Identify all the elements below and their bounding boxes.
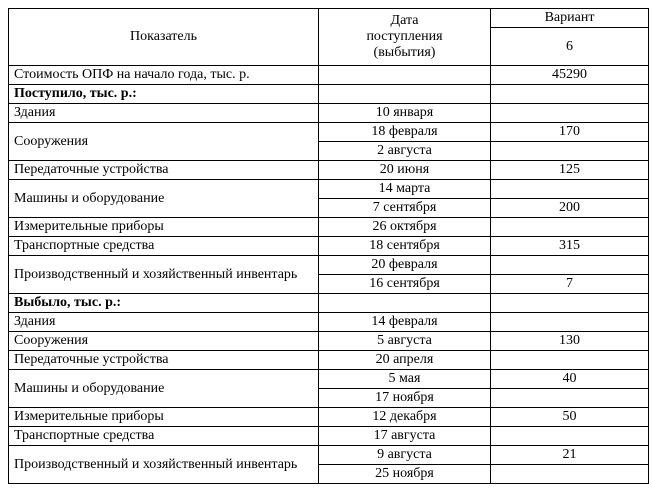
row-label: Здания	[9, 104, 319, 123]
row-value	[491, 313, 649, 332]
row-label: Передаточные устройства	[9, 161, 319, 180]
row-value: 45290	[491, 66, 649, 85]
row-label-line1: Производственный и хозяйственный	[14, 457, 233, 472]
row-date: 5 мая	[319, 370, 491, 389]
header-row	[9, 9, 649, 28]
row-label: Измерительные приборы	[9, 408, 319, 427]
section-header-disposed	[9, 294, 649, 313]
row-date: 17 ноября	[319, 389, 491, 408]
section-header-received	[9, 85, 649, 104]
header-date-line1: Дата	[390, 13, 419, 28]
row-date: 14 февраля	[319, 313, 491, 332]
header-variant: Вариант	[491, 9, 649, 28]
row-label	[9, 256, 319, 294]
row-value: 125	[491, 161, 649, 180]
header-indicator: Показатель	[9, 9, 319, 66]
section-title: Поступило, тыс. р.:	[9, 85, 319, 104]
row-value	[491, 389, 649, 408]
row-date: 20 апреля	[319, 351, 491, 370]
row-label: Стоимость ОПФ на начало года, тыс. р.	[9, 66, 319, 85]
row-label: Сооружения	[9, 332, 319, 351]
row-value: 7	[491, 275, 649, 294]
row-date: 18 февраля	[319, 123, 491, 142]
row-date: 5 августа	[319, 332, 491, 351]
table-row	[9, 370, 649, 389]
table-row	[9, 351, 649, 370]
row-value: 21	[491, 446, 649, 465]
header-variant-number: 6	[491, 28, 649, 66]
row-value: 130	[491, 332, 649, 351]
row-label: Транспортные средства	[9, 427, 319, 446]
row-date: 26 октября	[319, 218, 491, 237]
row-value	[491, 294, 649, 313]
row-label-line2: инвентарь	[236, 267, 298, 282]
table-row	[9, 313, 649, 332]
row-date: 20 июня	[319, 161, 491, 180]
row-date	[319, 85, 491, 104]
row-date	[319, 294, 491, 313]
row-value: 40	[491, 370, 649, 389]
header-date	[319, 9, 491, 66]
table-row	[9, 161, 649, 180]
row-label: Машины и оборудование	[9, 180, 319, 218]
row-value: 50	[491, 408, 649, 427]
table-row	[9, 256, 649, 275]
row-date: 9 августа	[319, 446, 491, 465]
table-row	[9, 427, 649, 446]
row-value	[491, 142, 649, 161]
row-value: 200	[491, 199, 649, 218]
row-value	[491, 180, 649, 199]
row-date: 18 сентября	[319, 237, 491, 256]
row-label: Измерительные приборы	[9, 218, 319, 237]
table-row	[9, 218, 649, 237]
row-value	[491, 427, 649, 446]
table-row	[9, 237, 649, 256]
row-label	[9, 446, 319, 484]
table-row	[9, 123, 649, 142]
table-row	[9, 104, 649, 123]
row-date: 7 сентября	[319, 199, 491, 218]
section-title: Выбыло, тыс. р.:	[9, 294, 319, 313]
table-row	[9, 408, 649, 427]
row-date: 16 сентября	[319, 275, 491, 294]
header-date-line2: поступления	[366, 29, 443, 44]
row-value: 170	[491, 123, 649, 142]
row-value	[491, 351, 649, 370]
row-date: 17 августа	[319, 427, 491, 446]
row-label: Передаточные устройства	[9, 351, 319, 370]
table-row	[9, 66, 649, 85]
row-label-line1: Производственный и хозяйственный	[14, 267, 233, 282]
row-value	[491, 465, 649, 484]
row-value	[491, 256, 649, 275]
row-label: Транспортные средства	[9, 237, 319, 256]
row-date: 14 марта	[319, 180, 491, 199]
row-label: Здания	[9, 313, 319, 332]
table-row	[9, 180, 649, 199]
table-row	[9, 332, 649, 351]
fixed-assets-table	[8, 8, 649, 484]
row-date: 12 декабря	[319, 408, 491, 427]
row-label: Сооружения	[9, 123, 319, 161]
row-value: 315	[491, 237, 649, 256]
row-date: 25 ноября	[319, 465, 491, 484]
row-label-line2: инвентарь	[236, 457, 298, 472]
row-label: Машины и оборудование	[9, 370, 319, 408]
row-date: 20 февраля	[319, 256, 491, 275]
row-date: 10 января	[319, 104, 491, 123]
row-value	[491, 104, 649, 123]
row-date	[319, 66, 491, 85]
row-value	[491, 218, 649, 237]
row-date: 2 августа	[319, 142, 491, 161]
header-date-line3: (выбытия)	[373, 45, 436, 60]
table-row	[9, 446, 649, 465]
row-value	[491, 85, 649, 104]
